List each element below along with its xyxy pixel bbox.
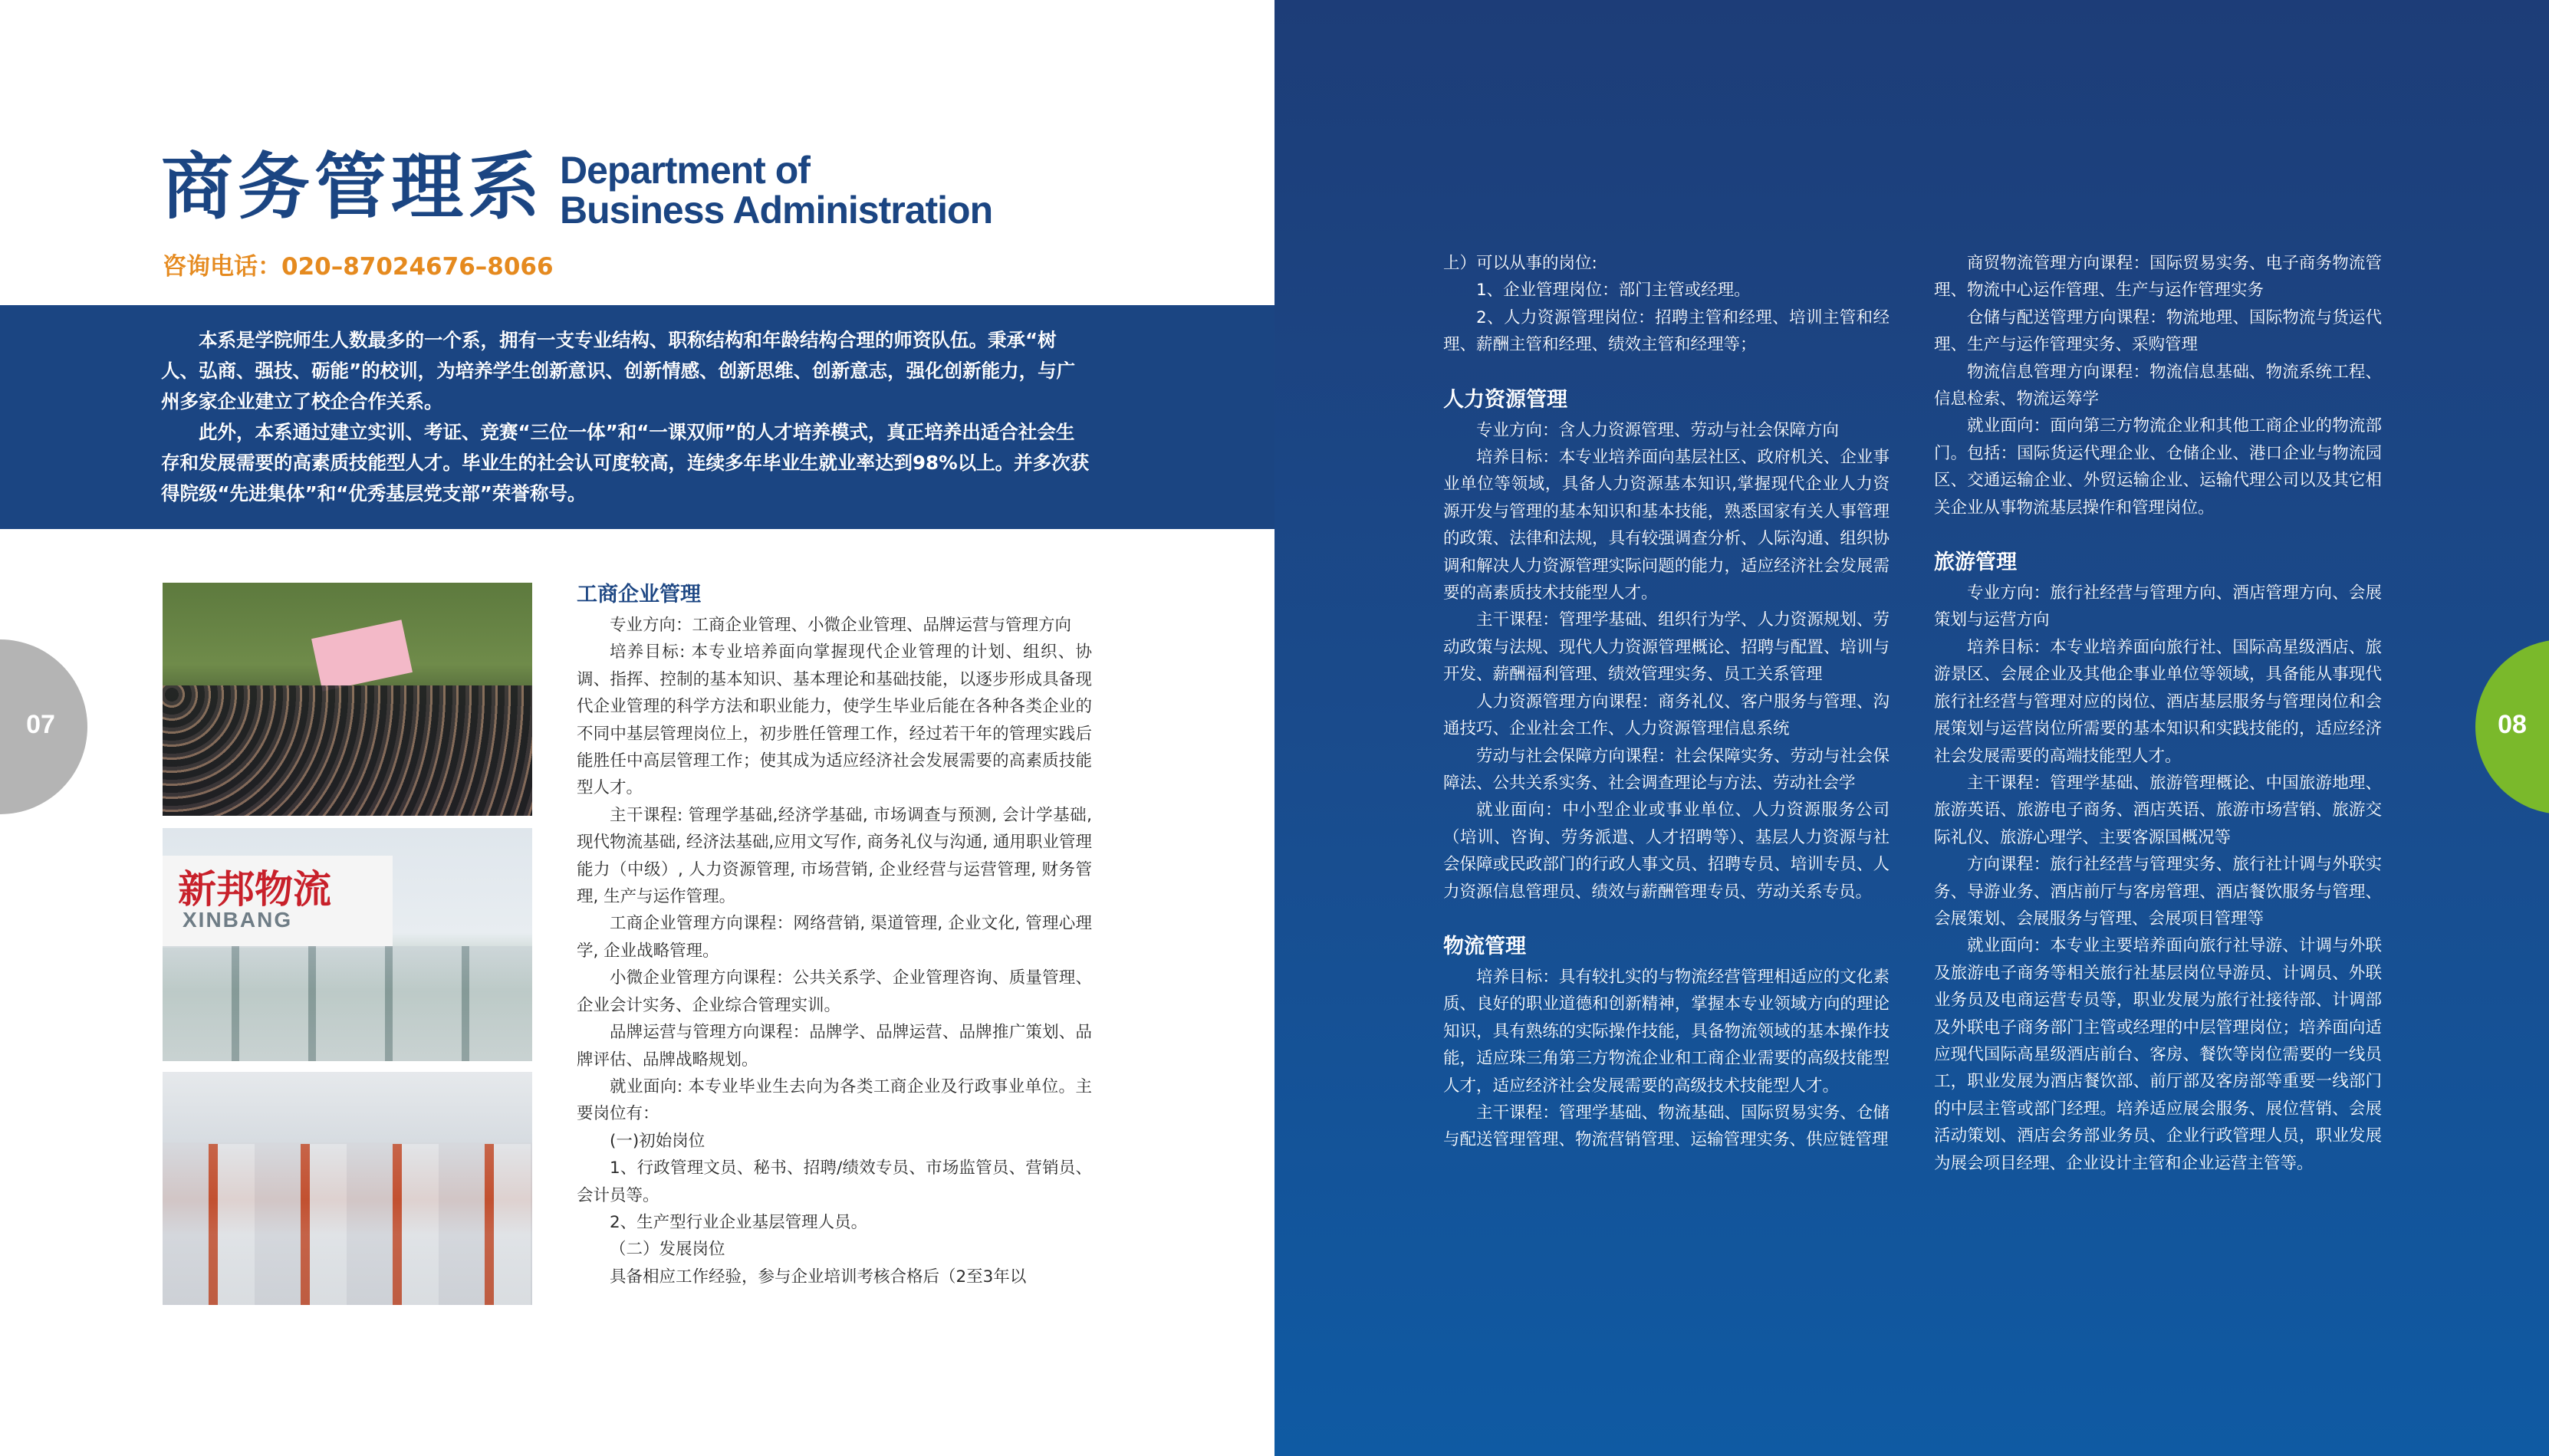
- paragraph: 培养目标: 本专业培养面向掌握现代企业管理的计划、组织、协调、指挥、控制的基本知识、基本理论和基础技能，以逐步形成具备现代企业管理的科学方法和职业能力，使学生毕业后能在各种各类企业的不同中基层管理岗位上，初步胜任管理工作，经过若干年的管理实践后能胜任中高层管理工作；使其成为适应经济社会发展需要的高素质技能型人才。: [577, 643, 1092, 798]
- paragraph: 就业面向：中小型企业或事业单位、人力资源服务公司（培训、咨询、劳务派遣、人才招聘等）、基层人力资源与社会保障或民政部门的行政人事文员、招聘专员、培训专员、人力资源信息管理员、绩效与薪酬管理专员、劳动关系专员。: [1443, 800, 1890, 902]
- crowd-graphic: [163, 685, 532, 816]
- paragraph: 小微企业管理方向课程：公共关系学、企业管理咨询、质量管理、企业会计实务、企业综合管理实训。: [577, 968, 1092, 1015]
- paragraph: 商贸物流管理方向课程：国际贸易实务、电子商务物流管理、物流中心运作管理、生产与运作管理实务: [1934, 254, 2382, 301]
- paragraph: 专业方向：旅行社经营与管理方向、酒店管理方向、会展策划与运营方向: [1934, 583, 2382, 630]
- paragraph: 主干课程：管理学基础、旅游管理概论、中国旅游地理、旅游英语、旅游电子商务、酒店英语、旅游市场营销、旅游交际礼仪、旅游心理学、主要客源国概况等: [1934, 773, 2382, 847]
- page-title-en: [560, 150, 992, 230]
- paragraph: 专业方向：工商企业管理、小微企业管理、品牌运营与管理方向: [610, 616, 1072, 635]
- left-page: [0, 0, 1274, 1456]
- page-number-right: 08: [2498, 710, 2527, 739]
- page-title-cn: 商务管理系: [161, 146, 545, 229]
- paragraph: 2、生产型行业企业基层管理人员。: [610, 1212, 868, 1232]
- paragraph: (一)初始岗位: [610, 1131, 705, 1151]
- paragraph: （二）发展岗位: [610, 1240, 725, 1260]
- desks-graphic: [163, 946, 532, 1061]
- paragraph: 仓储与配送管理方向课程：物流地理、国际物流与货运代理、生产与运作管理实务、采购管理: [1934, 307, 2382, 355]
- business-management-section: [577, 580, 1092, 1290]
- paragraph: 劳动与社会保障方向课程：社会保障实务、劳动与社会保障法、公共关系实务、社会调查理论与方法、劳动社会学: [1443, 746, 1890, 793]
- paragraph: 培养目标：具有较扎实的与物流经营管理相适应的文化素质、良好的职业道德和创新精神，掌握本专业领域方向的理论知识，具有熟练的实际操作技能，具备物流领域的基本操作技能，适应珠三角第三方物流企业和工商企业需要的高级技能型人才，适应经济社会发展需要的高级技术技能型人才。: [1443, 967, 1890, 1096]
- paragraph: 主干课程：管理学基础、物流基础、国际贸易实务、仓储与配送管理管理、物流营销管理、运输管理实务、供应链管理: [1443, 1103, 1890, 1150]
- page-number-left-badge: [0, 639, 87, 814]
- company-sign-cn: 新邦物流: [178, 866, 331, 912]
- paragraph: 人力资源管理方向课程：商务礼仪、客户服务与管理、沟通技巧、企业社会工作、人力资源管理信息系统: [1443, 692, 1890, 739]
- page-number-left: 07: [26, 710, 55, 739]
- xinbang-office-photo: [163, 828, 532, 1061]
- right-column-1: [1443, 250, 1890, 1154]
- paragraph: 培养目标：本专业培养面向基层社区、政府机关、企业事业单位等领域，具备人力资源基本知识,掌握现代企业人力资源开发与管理的基本知识和基本技能，熟悉国家有关人事管理的政策、法律和法规，具有较强调查分析、人际沟通、组织协调和解决人力资源管理实际问题的能力，适应经济社会发展需要的高素质技术技能型人才。: [1443, 448, 1890, 603]
- section-heading-hr: 人力资源管理: [1443, 387, 1567, 412]
- section-heading: 工商企业管理: [577, 583, 701, 606]
- paragraph: 2、人力资源管理岗位：招聘主管和经理、培训主管和经理、薪酬主管和经理、绩效主管和经理等；: [1443, 307, 1890, 355]
- paragraph: 就业面向：本专业主要培养面向旅行社导游、计调与外联及旅游电子商务等相关旅行社基层岗位导游员、计调员、外联业务员及电商运营专员等，职业发展为旅行社接待部、计调部及外联电子商务部门主管或经理的中层管理岗位；培养面向适应现代国际高星级酒店前台、客房、餐饮等岗位需要的一线员工，职业发展为酒店餐饮部、前厅部及客房部等重要一线部门的中层主管或部门经理。培养适应展会服务、展位营销、会展活动策划、酒店会务部业务员、企业行政管理人员，职业发展为展会项目经理、企业设计主管和企业运营主管等。: [1934, 936, 2382, 1173]
- paragraph: 上）可以从事的岗位:: [1443, 254, 1597, 273]
- paragraph: 品牌运营与管理方向课程：品牌学、品牌运营、品牌推广策划、品牌评估、品牌战略规划。: [577, 1023, 1092, 1070]
- paragraph: 主干课程：管理学基础、组织行为学、人力资源规划、劳动政策与法规、现代人力资源管理概论、招聘与配置、培训与开发、薪酬福利管理、绩效管理实务、员工关系管理: [1443, 610, 1890, 685]
- paragraph: 方向课程：旅行社经营与管理实务、旅行社计调与外联实务、导游业务、酒店前厅与客房管理、酒店餐饮服务与管理、会展策划、会展服务与管理、会展项目管理等: [1934, 855, 2382, 928]
- paragraph: 培养目标：本专业培养面向旅行社、国际高星级酒店、旅游景区、会展企业及其他企事业单位等领域，具备能从事现代旅行社经营与管理对应的岗位、酒店基层服务与管理岗位和会展策划与运营岗位所需要的基本知识和实践技能的，适应经济社会发展需要的高端技能型人才。: [1934, 637, 2382, 766]
- paragraph: 1、行政管理文员、秘书、招聘/绩效专员、市场监管员、营销员、会计员等。: [577, 1159, 1092, 1205]
- intro-text: [161, 325, 1093, 509]
- hotline-text: 咨询电话：020–87024676–8066: [163, 253, 554, 281]
- section-heading-logistics: 物流管理: [1443, 934, 1526, 958]
- group-photo: [163, 583, 532, 816]
- cubicles-graphic: [163, 1144, 532, 1305]
- title-en-line1: Department of: [560, 149, 810, 192]
- paragraph: 专业方向：含人力资源管理、劳动与社会保障方向: [1476, 420, 1840, 440]
- paragraph: 具备相应工作经验，参与企业培训考核合格后（2至3年以: [610, 1267, 1027, 1287]
- company-sign-en: XINBANG: [183, 908, 293, 932]
- intro-paragraph-1: 本系是学院师生人数最多的一个系，拥有一支专业结构、职称结构和年龄结构合理的师资队伍。秉承“树人、弘商、强技、砺能”的校训，为培养学生创新意识、创新情感、创新思维、创新意志，强化创新能力，与广州多家企业建立了校企合作关系。: [161, 329, 1076, 412]
- paragraph: 工商企业管理方向课程：网络营销, 渠道管理, 企业文化, 管理心理学, 企业战略管理。: [577, 914, 1092, 961]
- paragraph: 主干课程: 管理学基础,经济学基础, 市场调查与预测, 会计学基础, 现代物流基础, 经济法基础,应用文写作, 商务礼仪与沟通, 通用职业管理能力（中级）, 人力资源管理, 市场营销, 企业经营与运营管理, 财务管理, 生产与运作管理。: [577, 805, 1092, 907]
- paragraph: 就业面向：面向第三方物流企业和其他工商企业的物流部门。包括：国际货运代理企业、仓储企业、港口企业与物流园区、交通运输企业、外贸运输企业、运输代理公司以及其它相关企业从事物流基层操作和管理岗位。: [1934, 416, 2382, 518]
- title-en-line2: Business Administration: [560, 189, 993, 232]
- right-column-2: [1934, 250, 2382, 1177]
- section-heading-tourism: 旅游管理: [1934, 551, 2017, 575]
- computer-lab-photo: [163, 1072, 532, 1305]
- flag-graphic: [311, 620, 413, 691]
- paragraph: 物流信息管理方向课程：物流信息基础、物流系统工程、信息检索、物流运筹学: [1934, 362, 2382, 409]
- paragraph: 就业面向: 本专业毕业生去向为各类工商企业及行政事业单位。主要岗位有：: [577, 1076, 1092, 1124]
- paragraph: 1、企业管理岗位：部门主管或经理。: [1476, 281, 1751, 301]
- intro-paragraph-2: 此外，本系通过建立实训、考证、竞赛“三位一体”和“一课双师”的人才培养模式，真正培养出适合社会生存和发展需要的高素质技能型人才。毕业生的社会认可度较高，连续多年毕业生就业率达到98%以上。并多次获得院级“先进集体”和“优秀基层党支部”荣誉称号。: [161, 421, 1090, 505]
